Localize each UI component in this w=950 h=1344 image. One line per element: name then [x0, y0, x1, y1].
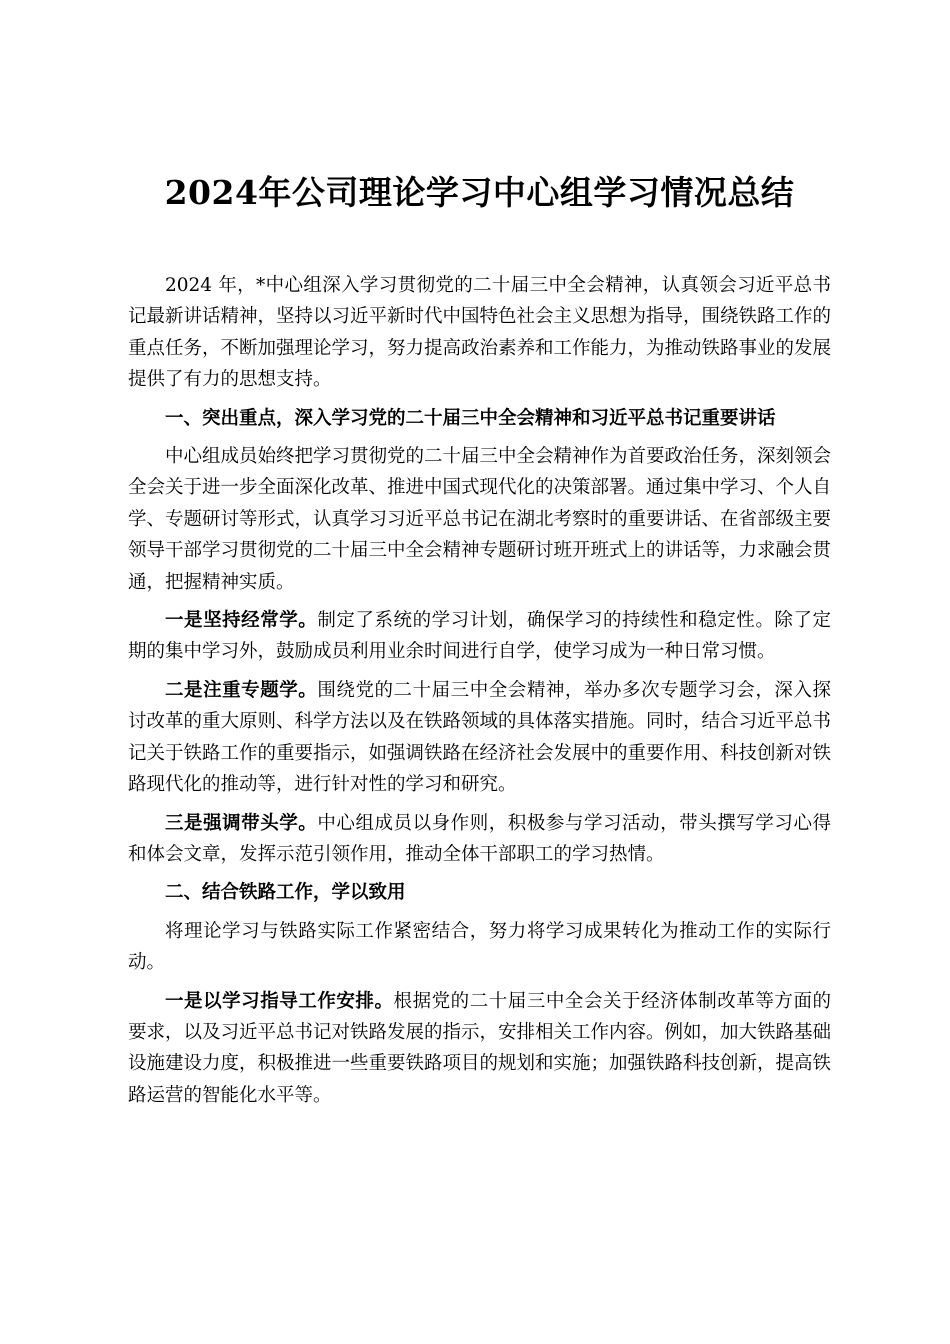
point-paragraph-4	[128, 986, 831, 1112]
document-page	[128, 0, 831, 1118]
point-text-1: 制定了系统的学习计划，确保学习的持续性和稳定性。除了定期的集中学习外，鼓励成员利用业余时间进行自学，使学习成为一种日常习惯。	[128, 610, 831, 663]
point-text-2: 围绕党的二十届三中全会精神，举办多次专题学习会，深入探讨改革的重大原则、科学方法以及在铁路领域的具体落实措施。同时，结合习近平总书记关于铁路工作的重要指示，如强调铁路在经济社会发展中的重要作用、科技创新对铁路现代化的推动等，进行针对性的学习和研究。	[128, 679, 832, 796]
intro-paragraph: 2024 年，*中心组深入学习贯彻党的二十届三中全会精神，认真领会习近平总书记最新讲话精神，坚持以习近平新时代中国特色社会主义思想为指导，围绕铁路工作的重点任务，不断加强理论学习，努力提高政治素养和工作能力，为推动铁路事业的发展提供了有力的思想支持。	[128, 275, 832, 391]
point-lead-4: 一是以学习指导工作安排。	[165, 990, 394, 1012]
point-paragraph-3	[128, 808, 831, 871]
point-paragraph-1	[128, 605, 831, 668]
point-text-3: 中心组成员以身作则，积极参与学习活动，带头撰写学习心得和体会文章，发挥示范引领作用，推动全体干部职工的学习热情。	[128, 812, 831, 865]
point-lead-3: 三是强调带头学。	[165, 812, 318, 834]
section-heading-2: 二、结合铁路工作，学以致用	[165, 882, 406, 904]
document-body	[128, 270, 831, 1111]
section-2-paragraph: 将理论学习与铁路实际工作紧密结合，努力将学习成果转化为推动工作的实际行动。	[128, 920, 831, 974]
document-title: 2024年公司理论学习中心组学习情况总结	[164, 173, 795, 212]
point-text-4: 根据党的二十届三中全会关于经济体制改革等方面的要求，以及习近平总书记对铁路发展的指示，安排相关工作内容。例如，加大铁路基础设施建设力度，积极推进一些重要铁路项目的规划和实施；加强铁路科技创新，提高铁路运营的智能化水平等。	[128, 990, 832, 1106]
point-lead-1: 一是坚持经常学。	[165, 610, 318, 632]
section-1-paragraph: 中心组成员始终把学习贯彻党的二十届三中全会精神作为首要政治任务，深刻领会全会关于进一步全面深化改革、推进中国式现代化的决策部署。通过集中学习、个人自学、专题研讨等形式，认真学习习近平总书记在湖北考察时的重要讲话、在省部级主要领导干部学习贯彻党的二十届三中全会精神专题研讨班开班式上的讲话等，力求融会贯通，把握精神实质。	[128, 446, 832, 593]
point-paragraph-2	[128, 675, 831, 801]
section-heading-1: 一、突出重点，深入学习党的二十届三中全会精神和习近平总书记重要讲话	[165, 407, 776, 429]
point-lead-2: 二是注重专题学。	[165, 679, 318, 701]
